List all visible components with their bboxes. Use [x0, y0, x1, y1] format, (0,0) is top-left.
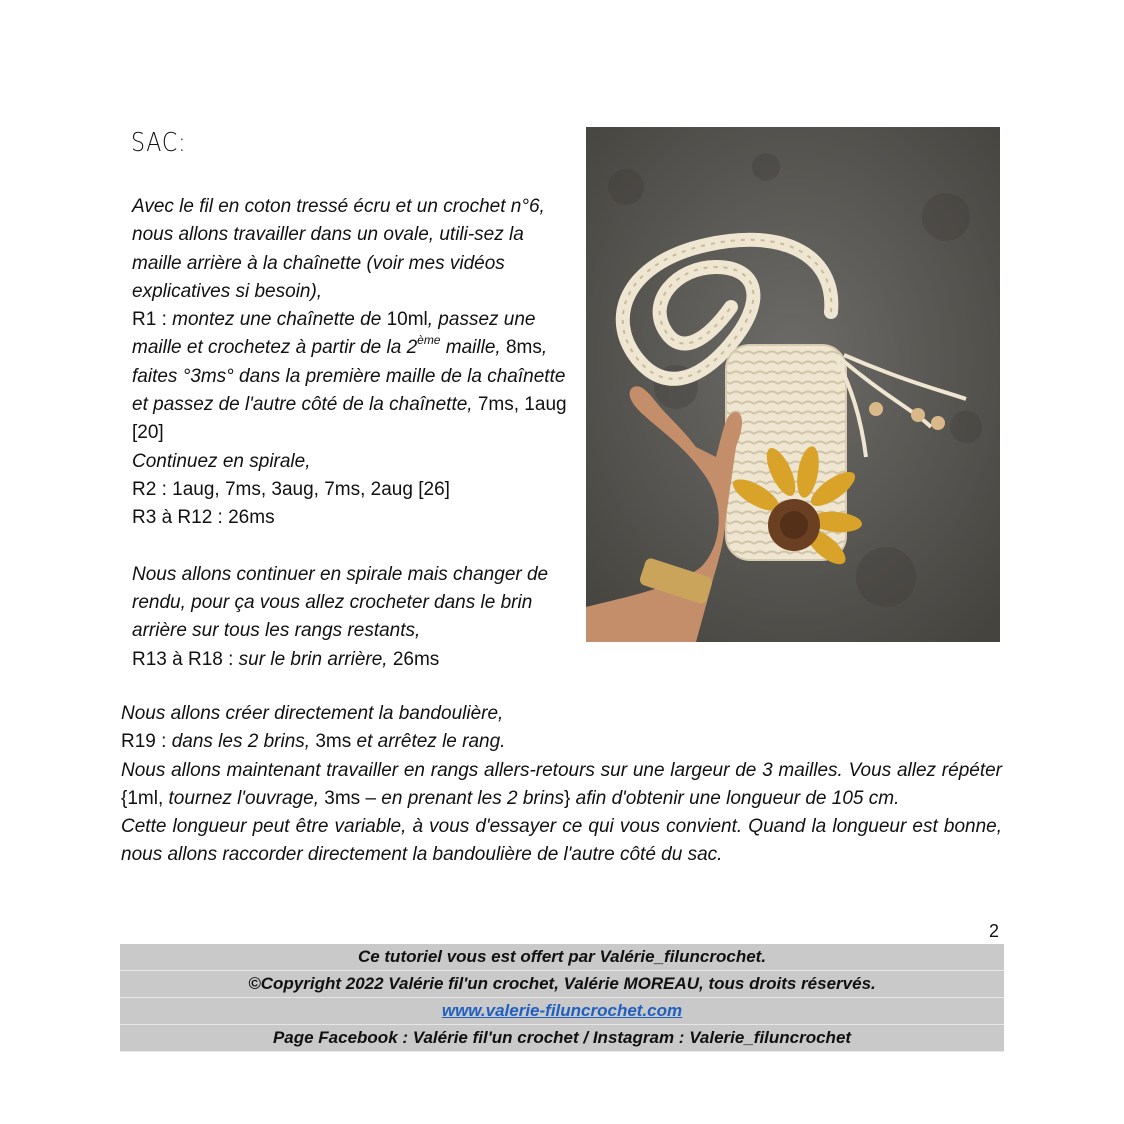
full-text-run: dans les 2 brins,	[171, 731, 316, 753]
full-text-run: Cette longueur peut être variable, à vous d'essayer ce qui vous convient. Quand la longueur est bonne, nous allons raccorder directement la bandoulière de l'autre côté du sac.	[121, 816, 1002, 866]
full-text-run: }	[564, 787, 571, 809]
column-paragraph	[132, 306, 572, 447]
column-paragraph	[132, 448, 572, 476]
full-text-run: 3ms –	[324, 787, 382, 809]
full-text-run: R19 :	[121, 731, 172, 753]
page-number: 2	[989, 921, 1000, 941]
full-paragraph	[121, 728, 1002, 756]
product-photo	[586, 127, 1000, 642]
column-text-run: R3 à R12 : 26ms	[132, 507, 275, 529]
full-text-run: {1ml,	[121, 787, 169, 809]
full-paragraph	[121, 813, 1002, 870]
footer-line-copyright: ©Copyright 2022 Valérie fil'un crochet, Valérie MOREAU, tous droits réservés.	[120, 971, 1004, 998]
column-text-run: 26ms	[392, 648, 440, 670]
column-text-run: sur le brin arrière,	[238, 648, 393, 670]
column-text-run: , passez une maille et crochetez à partir de la 2	[132, 309, 536, 359]
website-link[interactable]: www.valerie-filuncrochet.com	[441, 1001, 683, 1020]
footer-line-website	[120, 998, 1004, 1025]
footer	[120, 944, 1004, 1052]
full-text-run: 3ms	[315, 731, 352, 753]
column-text-run: R1 :	[132, 309, 173, 331]
full-text-run: en prenant les 2 brins	[381, 787, 565, 809]
section-heading: SAC:	[131, 128, 187, 158]
column-text-run: montez une chaînette de	[172, 309, 387, 331]
column-paragraph	[132, 193, 572, 306]
column-paragraph	[132, 504, 572, 532]
column-text-run: maille,	[440, 337, 506, 359]
full-text-run: Nous allons créer directement la bandoulière,	[121, 703, 504, 724]
column-paragraph	[132, 561, 572, 646]
column-paragraph	[132, 646, 572, 674]
full-width-text	[121, 700, 1002, 870]
full-text-run: tournez l'ouvrage,	[168, 787, 325, 809]
column-text-run: , faites °3ms° dans la première maille de la chaînette et passez de l'autre côté de la chaînette,	[132, 337, 566, 416]
column-text-run: Continuez en spirale,	[132, 450, 311, 472]
full-paragraph	[121, 757, 1002, 814]
column-text-run: 10ml	[386, 309, 428, 331]
paragraph-gap	[132, 533, 572, 561]
footer-line-social: Page Facebook : Valérie fil'un crochet / Instagram : Valerie_filuncrochet	[120, 1025, 1004, 1052]
column-text-run: Avec le fil en coton tressé écru et un crochet n°6, nous allons travailler dans un ovale, utili-sez la maille arrière à la chaînette (voir mes vidéos explicatives si besoin),	[132, 196, 545, 302]
footer-line-offer: Ce tutoriel vous est offert par Valérie_filuncrochet.	[120, 944, 1004, 971]
column-paragraph	[132, 476, 572, 504]
full-paragraph	[121, 700, 1002, 728]
crochet-bag-photo	[586, 127, 1000, 642]
full-text-run: et arrêtez le rang.	[351, 731, 506, 753]
column-text-run: Nous allons continuer en spirale mais changer de rendu, pour ça vous allez crocheter dans le brin arrière sur tous les rangs restants,	[132, 563, 549, 642]
column-text	[132, 193, 572, 674]
full-text-run: afin d'obtenir une longueur de 105 cm.	[570, 787, 900, 809]
column-text-run: R13 à R18 :	[132, 648, 239, 670]
column-text-run: ème	[417, 333, 441, 348]
full-text-run: Nous allons maintenant travailler en rangs allers-retours sur une largeur de 3 mailles. Vous allez répéter	[121, 759, 1002, 781]
column-text-run: R2 : 1aug, 7ms, 3aug, 7ms, 2aug [26]	[132, 478, 450, 500]
column-text-run: 8ms	[505, 337, 542, 359]
column-text-run: 7ms, 1aug [20]	[132, 394, 567, 444]
